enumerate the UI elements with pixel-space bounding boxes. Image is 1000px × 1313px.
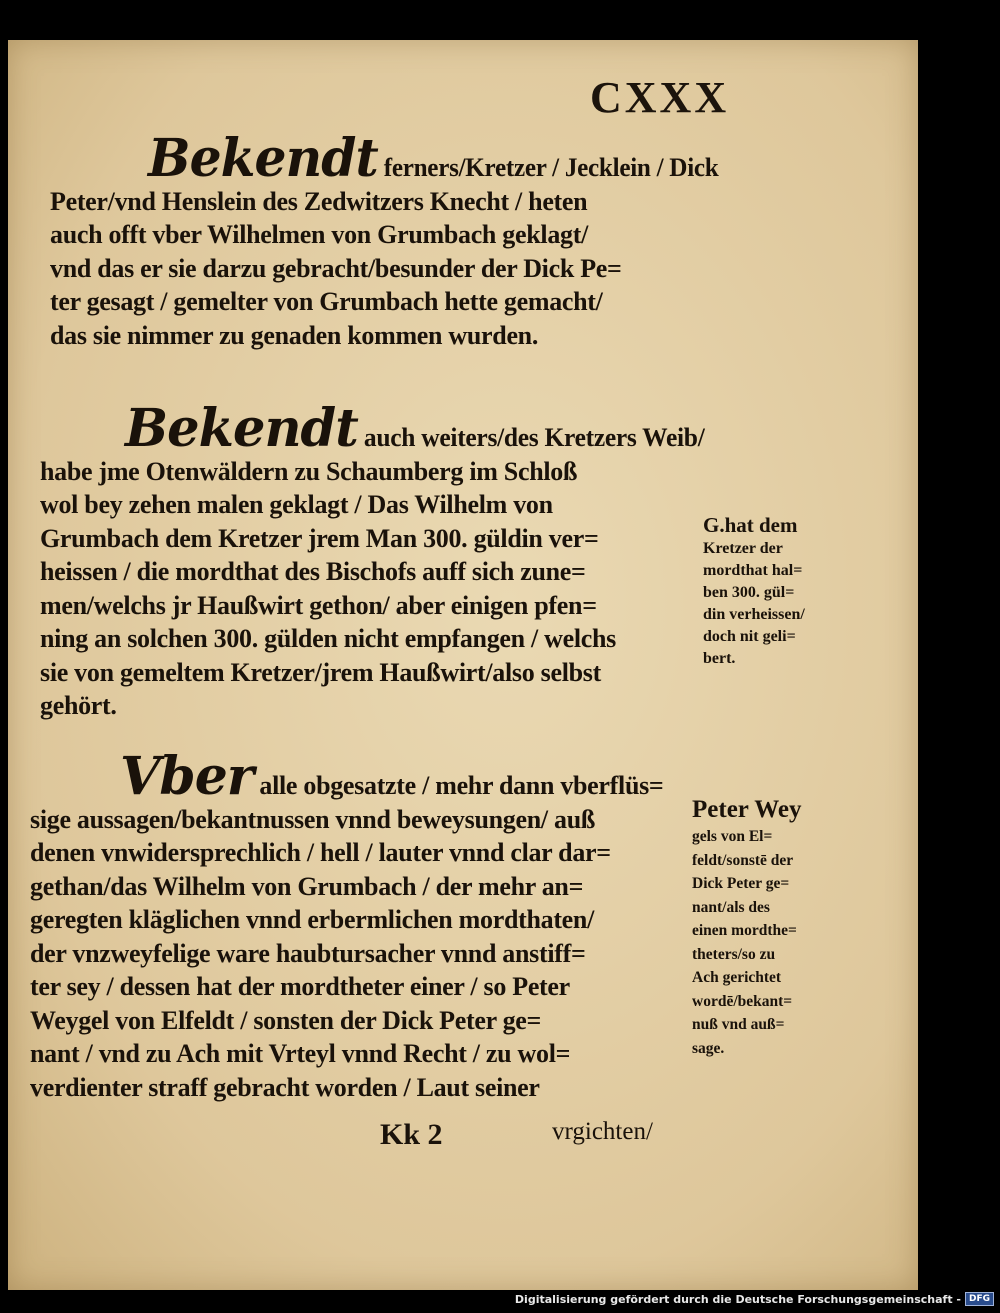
margin-note-line: nuß vnd auß=: [692, 1016, 785, 1033]
paragraph-line: men/welchs jr Haußwirt gethon/ aber einigen pfen=: [40, 590, 597, 620]
margin-note-line: einen mordthe=: [692, 922, 797, 939]
margin-note-line: din verheissen/: [703, 606, 805, 623]
margin-note-line: nant/als des: [692, 898, 770, 916]
paragraph-2: [40, 398, 716, 723]
paragraph-3: [30, 746, 664, 1104]
paragraph-line: das sie nimmer zu genaden kommen wurden.: [50, 320, 539, 350]
paragraph-line: wol bey zehen malen geklagt / Das Wilhelm von: [40, 490, 553, 519]
margin-note-line: G.hat dem: [703, 513, 798, 537]
paragraph-initial: Bekendt: [125, 398, 358, 459]
signature-mark: Kk 2: [380, 1118, 443, 1151]
margin-note-line: ben 300. gül=: [703, 584, 795, 601]
paragraph-line: Weygel von Elfeldt / sonsten der Dick Peter ge=: [30, 1005, 542, 1035]
paragraph-line: ter sey / dessen hat der mordtheter einer / so Peter: [30, 972, 570, 1001]
paragraph-line: sige aussagen/bekantnussen vnnd beweysungen/ auß: [30, 804, 596, 834]
margin-note-line: bert.: [703, 650, 736, 667]
paragraph-line: verdienter straff gebracht worden / Laut seiner: [30, 1072, 540, 1102]
paragraph-line: Vber alle obgesatzte / mehr dann vberflüs=: [120, 746, 664, 807]
margin-note-line: doch nit geli=: [703, 628, 796, 645]
margin-note-line: feldt/sonstē der: [692, 851, 794, 869]
dfg-logo: DFG: [965, 1292, 994, 1306]
paragraph-line: denen vnwidersprechlich / hell / lauter vnnd clar dar=: [30, 838, 611, 867]
paragraph-line: geregten kläglichen vnnd erbermlichen mordthaten/: [30, 905, 595, 934]
margin-note-line: mordthat hal=: [703, 562, 803, 579]
margin-note-title: Peter Wey: [692, 796, 802, 823]
paragraph-line: sie von gemeltem Kretzer/jrem Haußwirt/also selbst: [40, 657, 601, 687]
paragraph-line: heissen / die mordthat des Bischofs auff sich zune=: [40, 557, 586, 586]
paragraph-line: auch offt vber Wilhelmen von Grumbach geklagt/: [50, 220, 589, 249]
paragraph-line: ter gesagt / gemelter von Grumbach hette gemacht/: [50, 287, 603, 316]
margin-note-line: theters/so zu: [692, 945, 776, 963]
margin-note-1: [703, 512, 805, 670]
catchword: vrgichten/: [552, 1118, 653, 1145]
margin-note-line: gels von El=: [692, 828, 773, 845]
paragraph-line: Grumbach dem Kretzer jrem Man 300. güldin ver=: [40, 523, 599, 553]
page-number: CXXX: [590, 73, 730, 122]
paragraph-line: nant / vnd zu Ach mit Vrteyl vnnd Recht / zu wol=: [30, 1039, 571, 1068]
paragraph-line: habe jme Otenwäldern zu Schaumberg im Schloß: [40, 456, 578, 486]
margin-note-line: Dick Peter ge=: [692, 875, 790, 892]
margin-note-line: wordē/bekant=: [692, 992, 793, 1010]
paragraph-line: ning an solchen 300. gülden nicht empfangen / welchs: [40, 624, 616, 653]
paragraph-initial: Vber: [120, 746, 254, 807]
margin-note-line: sage.: [692, 1039, 725, 1057]
paragraph-line: vnd das er sie darzu gebracht/besunder der Dick Pe=: [50, 253, 622, 283]
paragraph-line: Bekendt auch weiters/des Kretzers Weib/: [125, 398, 705, 459]
paragraph-initial: Bekendt: [148, 128, 378, 189]
margin-note-line: Kretzer der: [703, 540, 783, 557]
margin-note-line: Ach gerichtet: [692, 969, 782, 986]
footer: [515, 1292, 994, 1306]
paragraph-line: gehört.: [40, 691, 117, 720]
paragraph-line: gethan/das Wilhelm von Grumbach / der mehr an=: [30, 871, 584, 901]
paragraph-line: Bekendt ferners/Kretzer / Jecklein / Dick: [148, 128, 719, 189]
paragraph-line: Peter/vnd Henslein des Zedwitzers Knecht / heten: [50, 186, 588, 216]
footer-text: Digitalisierung gefördert durch die Deutsche Forschungsgemeinschaft -: [514, 1292, 961, 1306]
margin-note-2: [692, 795, 801, 1060]
paragraph-line: der vnzweyfelige ware haubtursacher vnnd anstiff=: [30, 938, 586, 968]
paragraph-1: [50, 128, 737, 352]
